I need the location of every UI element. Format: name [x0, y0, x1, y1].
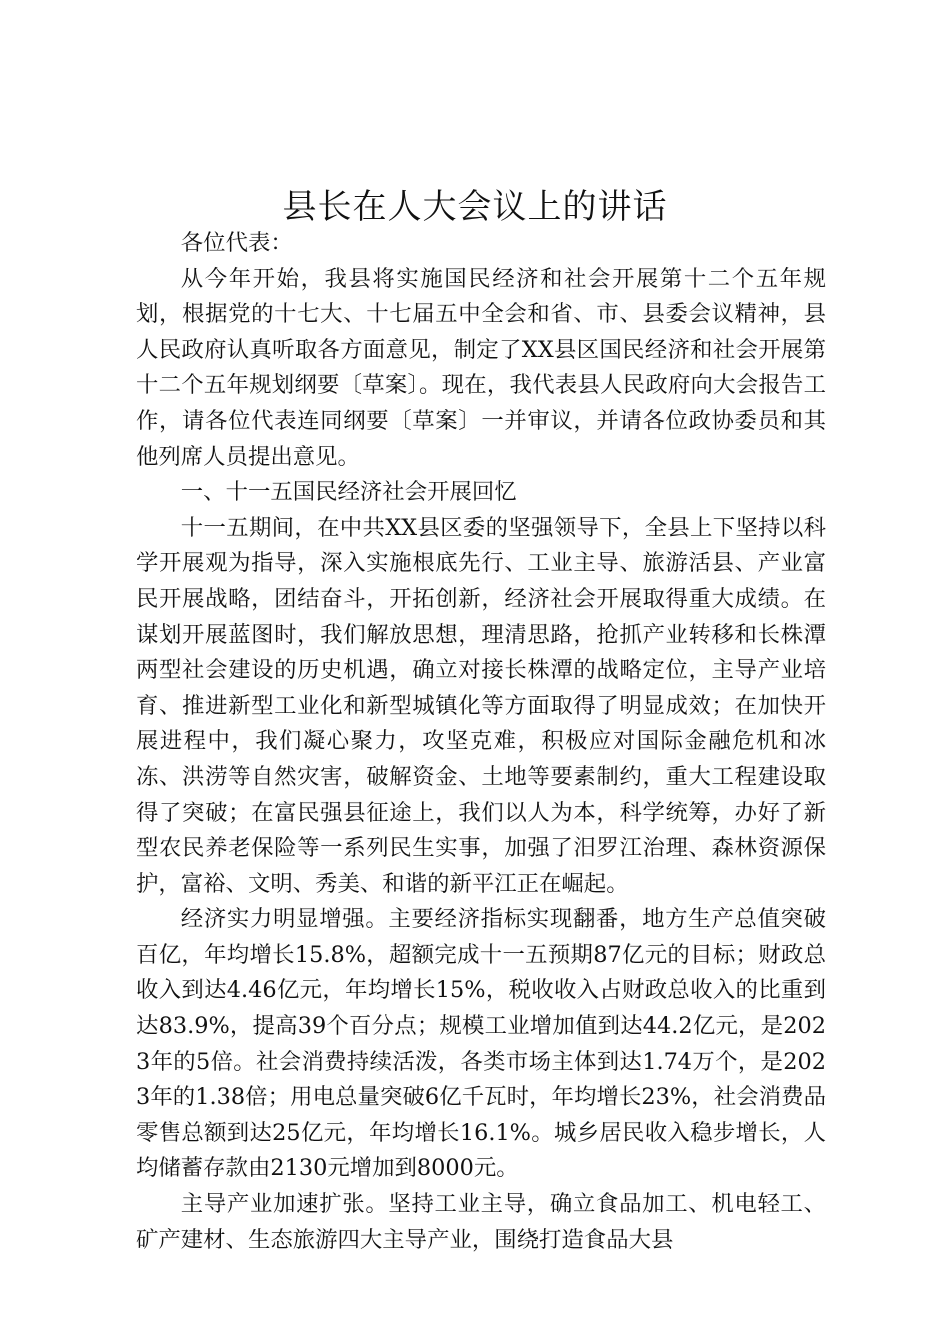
economy-paragraph: 经济实力明显增强。主要经济指标实现翻番，地方生产总值突破百亿，年均增长15.8%，超额完成十一五预期87亿元的目标；财政总收入到达4.46亿元，年均增长15%，税收收入占财政总收入的比重到达83.9%，提高39个百分点；规模工业增加值到达44.2亿元，是2023年的5倍。社会消费持续活泼，各类市场主体到达1.74万个，是2023年的1.38倍；用电总量突破6亿千瓦时，年均增长23%，社会消费品零售总额到达25亿元，年均增长16.1%。城乡居民收入稳步增长，人均储蓄存款由2130元增加到8000元。 [136, 906, 826, 1182]
review-paragraph: 十一五期间，在中共XX县区委的坚强领导下，全县上下坚持以科学开展观为指导，深入实施根底先行、工业主导、旅游活县、产业富民开展战略，团结奋斗，开拓创新，经济社会开展取得重大成绩。在谋划开展蓝图时，我们解放思想，理清思路，抢抓产业转移和长株潭两型社会建设的历史机遇，确立对接长株潭的战略定位，主导产业培育、推进新型工业化和新型城镇化等方面取得了明显成效；在加快开展进程中，我们凝心聚力，攻坚克难，积极应对国际金融危机和冰冻、洪涝等自然灾害，破解资金、土地等要素制约，重大工程建设取得了突破；在富民强县征途上，我们以人为本，科学统筹，办好了新型农民养老保险等一系列民生实事，加强了汨罗江治理、森林资源保护，富裕、文明、秀美、和谐的新平江正在崛起。 [136, 514, 826, 897]
section-heading: 一、十一五国民经济社会开展回忆 [180, 479, 517, 506]
document-title: 县长在人大会议上的讲话 [282, 187, 668, 227]
intro-paragraph: 从今年开始，我县将实施国民经济和社会开展第十二个五年规划，根据党的十七大、十七届五中全会和省、市、县委会议精神，县人民政府认真听取各方面意见，制定了XX县区国民经济和社会开展第十二个五年规划纲要〔草案〕。现在，我代表县人民政府向大会报告工作，请各位代表连同纲要〔草案〕一并审议，并请各位政协委员和其他列席人员提出意见。 [136, 265, 826, 470]
document-body [136, 226, 826, 1258]
industry-paragraph: 主导产业加速扩张。坚持工业主导，确立食品加工、机电轻工、矿产建材、生态旅游四大主导产业，围绕打造食品大县 [136, 1191, 826, 1253]
salutation: 各位代表： [180, 230, 293, 256]
